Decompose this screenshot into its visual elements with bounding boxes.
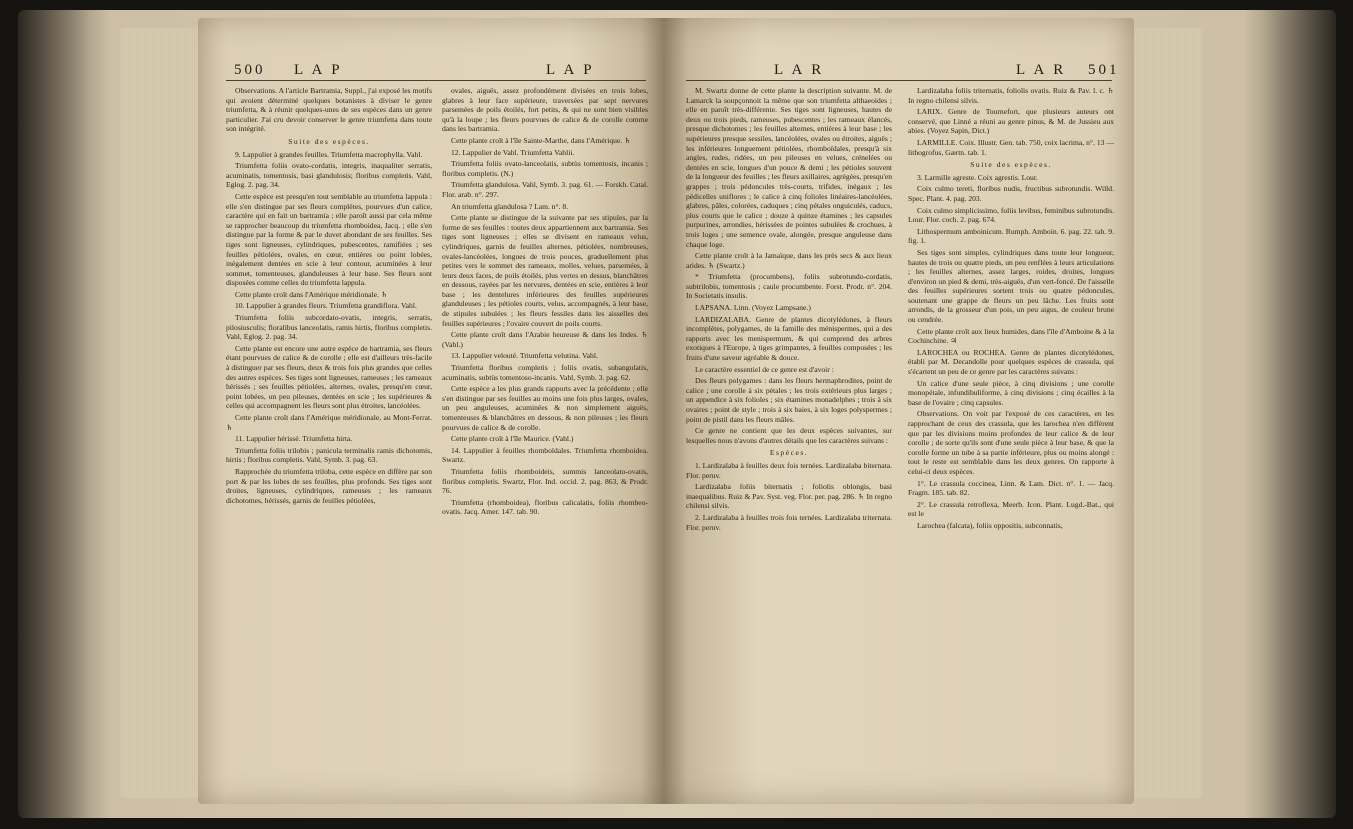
left-running-head-2: L A P bbox=[546, 62, 595, 78]
left-page-column-1 bbox=[226, 86, 432, 507]
paragraph: 1. Lardizalaba à feuilles deux fois ternées. Lardizalaba biternata. Flor. peruv. bbox=[686, 460, 892, 480]
paragraph: Observations. A l'article Bartramia, Suppl., j'ai exposé les motifs qui avoient déterminé quelques botanistes à diviser le genre triumfetta, & à réunir quelques-unes de ses espèces dans un genre particulier. J'ai cru devoir conserver le genre triumfetta dans toute son intégrité. bbox=[226, 86, 432, 134]
paragraph: Triumfetta floribus completis ; foliis ovatis, subangulatis, acuminatis, subtùs tomentoso-incanis. Vahl, Symb. 3. pag. 62. bbox=[442, 363, 648, 382]
paragraph: Suite des espèces. bbox=[970, 160, 1052, 170]
right-running-head-2: L A R bbox=[1016, 62, 1067, 78]
right-running-head-1: L A R bbox=[774, 62, 825, 78]
paragraph: LAPSANA. Linn. (Voyez Lampsane.) bbox=[695, 303, 811, 313]
paragraph: Triumfetta (rhomboidea), floribus calicalatis, foliis rhombeo-ovatis. Jacq. Amer. 147. tab. 90. bbox=[442, 497, 648, 517]
paragraph: 13. Lappulier velouté. Triumfetta velutina. Vahl. bbox=[451, 351, 598, 361]
paragraph: Triumfetta foliis subcordato-ovatis, integris, serratis, pilosiusculis; floralibus lanceolatis, ramis hirtis, floribus completis. Vahl, Eglog. 2. pag. 34. bbox=[226, 313, 432, 342]
paragraph: Cette plante croît à la Jamaïque, dans les prés secs & aux lieux arides. ♄ (Swartz.) bbox=[686, 251, 892, 270]
left-page-edges bbox=[120, 28, 200, 798]
paragraph: Cette plante croît aux lieux humides, dans l'île d'Amboine & à la Cochinchine. ♃ bbox=[908, 326, 1114, 346]
paragraph: Lardizalaba foliis triternatis, foliolis ovatis. Ruiz & Pav. l. c. ♄ In regno chilensi silvis. bbox=[908, 86, 1114, 105]
paragraph: 12. Lappulier de Vahl. Triumfetta Vahlii. bbox=[451, 147, 575, 157]
paragraph: Observations. On voit par l'exposé de ces caractères, en les rapprochant de ceux des crassula, que les larochea n'en diffèrent que par les divisions moins profondes de leur calice & de leur corolle ; de sorte qu'ils sont d'une seule pièce à leur base, & que la corolle forme un tube à sa partie inférieure, plus ou moins alongé : tout le reste est semblable dans les deux genres. On rapporte à celui-ci deux espèces. bbox=[908, 409, 1114, 476]
paragraph: Coix culmo tereti, floribus nudis, fructibus subrotundis. Willd. Spec. Plant. 4. pag. 203. bbox=[908, 184, 1114, 203]
left-page-number: 500 bbox=[234, 62, 266, 78]
header-rule bbox=[686, 80, 1112, 81]
paragraph: 1°. Le crassula coccinea, Linn. & Lam. Dict. n°. 1. — Jacq. Fragm. 185. tab. 82. bbox=[908, 478, 1114, 498]
paragraph: Triumfetta foliis ovato-lanceolatis, subtùs tomentosis, incanis ; floribus completis. (N.) bbox=[442, 159, 648, 178]
paragraph: * Triumfetta (procumbens), foliis subrotundo-cordatis, subtrilobis, tomentosis ; caule procumbente. Forst. Prodr. n°. 204. In Societatis insulis. bbox=[686, 272, 892, 301]
paragraph: Cette plante croît à l'île Maurice. (Vahl.) bbox=[451, 434, 574, 444]
paragraph: An triumfetta glandulosa ? Lam. n°. 8. bbox=[451, 201, 569, 211]
paragraph: Cette plante croît dans l'Amérique méridionale. ♄ bbox=[235, 289, 388, 299]
paragraph: 14. Lappulier à feuilles rhomboïdales. Triumfetta rhomboidea. Swartz. bbox=[442, 445, 648, 465]
paragraph: 10. Lappulier à grandes fleurs. Triumfetta grandiflora. Vahl. bbox=[235, 301, 417, 311]
paragraph: Un calice d'une seule pièce, à cinq divisions ; une corolle monopétale, infundibuliforme, à cinq divisions ; cinq écailles à la base de l'ovaire ; cinq capsules. bbox=[908, 378, 1114, 407]
paragraph: Cette plante se distingue de la suivante par ses stipules, par la forme de ses feuilles : toutes deux appartiennent aux bartramia. Ses tiges sont ligneuses ; elles se divisent en rameaux velus, cylindriques, garnis de feuilles alternes, pétiolées, nombreuses, ovales-lancéolées, longues de trois pouces, graduellement plus petites vers le sommet des rameaux, molles, velues, parsemées, à leurs deux faces, de poils étoilés, plus vertes en dessus, blanchâtres en dessous, rayées par les nervures, dentées en scie, entières à leur base ; les dentelures inférieures des feuilles supérieures glanduleuses ; les pétioles courts, velus, accompagnés, à leur base, de stipules subulées ; les fleurs fessiles dans les aisselles des feuilles supérieures ; l'ovaire couvert de poils courts. bbox=[442, 213, 648, 328]
right-page bbox=[664, 18, 1134, 804]
paragraph: Coix culmo simplicissimo, foliis levibus, feminibus subrotundis. Lour. Flor. coch. 2. pag. 674. bbox=[908, 205, 1114, 225]
paragraph: 2°. Le crassula retroflexa, Meerb. Icon. Plant. Lugd.-Bat., qui est le bbox=[908, 499, 1114, 519]
paragraph: Cette plante croît dans l'Arabie heureuse & dans les Indes. ♄ (Vahl.) bbox=[442, 330, 648, 349]
paragraph: LAROCHEA ou ROCHEA. Genre de plantes dicotylédones, établi par M. Decandolle pour quelques espèces de crassula, qui s'écartent un peu de ce genre par les caractères suivans : bbox=[908, 347, 1114, 377]
paragraph: Lardizalaba foliis biternatis ; foliolis oblongis, basi inaequalibus. Ruiz & Pav. Syst. veg. Flor. per. pag. 286. ♄ In regno chilensi silvis. bbox=[686, 482, 892, 511]
left-page-column-2 bbox=[442, 86, 648, 519]
paragraph: Cette plante est encore une autre espèce de bartramia, ses fleurs étant pourvues de calice & de corolle ; elle est d'ailleurs très-facile à distinguer par ses fleurs, deux & trois fois plus grandes que celles des autres espèces. Ses tiges sont ligneuses, rameuses ; les rameaux hérissés ; ses feuilles pétiolées, alternes, ovales, presqu'en cœur, point lobées, un peu pileuses, dentées en scie ; les supérieures & celles qui accompagnent les fleurs sont plus étroites, lancéolées. bbox=[226, 343, 432, 411]
paragraph: Triumfetta foliis ovato-cordatis, integris, inaqualiter serratis, acuminatis, tomentosis, basi glandulosis; floribus completis. Vahl, Eglog. 2. pag. 34. bbox=[226, 161, 432, 190]
paragraph: LARIX. Genre de Tournefort, que plusieurs auteurs ont conservé, que Linné a réuni au genre pinus, & M. de Jussieu aux abies. (Voyez Sapin, Dict.) bbox=[908, 107, 1114, 136]
paragraph: Des fleurs polygames : dans les fleurs hermaphrodites, point de calice ; une corolle à six pétales ; les trois extérieurs plus larges ; un appendice à six folioles ; six étamines monadelphes ; trois à six ovaires ; point de style ; trois à six baies, à six loges polyspermes ; point de pistil dans les fleurs mâles. bbox=[686, 376, 892, 424]
paragraph: Espèces. bbox=[769, 448, 809, 458]
paragraph: Ses tiges sont simples, cylindriques dans toute leur longueur, hautes de trois ou quatre pieds, un peu renflées à leurs articulations ; les feuilles alternes, assez larges, roides, droites, longues d'environ un pied & demi, très-aiguës, d'un vert-foncé. De l'aisselle des feuilles supérieures sortent trois ou quatre pédoncules, soutenant une grappe de fleurs un peu lâche. Les fruits sont arrondis, de la grosseur d'un pois, un peu aigus, de couleur brune ou cendrée. bbox=[908, 247, 1114, 325]
paragraph: Triumfetta glandulosa. Vahl, Symb. 3. pag. 61. — Forskh. Catal. Flor. arab. n°. 297. bbox=[442, 180, 648, 199]
right-page-edges bbox=[1132, 28, 1202, 798]
right-page-column-2 bbox=[908, 86, 1114, 533]
paragraph: ovales, aiguës, assez profondément divisées en trois lobes, glabres à leur face supérieure, traversées par sept nervures parsemées de poils étoilés, fort petits, & qui ne sont bien visibles qu'à la loupe ; les fleurs pourvues de calice & de corolle comme dans les bartramia. bbox=[442, 86, 648, 134]
paragraph: 3. Larmille agreste. Coix agrestis. Lour. bbox=[917, 172, 1038, 182]
paragraph: 2. Lardizalaba à feuilles trois fois ternées. Lardizalaba triternata. Flor. peruv. bbox=[686, 512, 892, 532]
left-page bbox=[198, 18, 664, 804]
paragraph: Larochea (falcata), foliis oppositis, subconnatis, bbox=[917, 520, 1063, 530]
paragraph: Cette plante croît à l'île Sainte-Marthe, dans l'Amérique. ♄ bbox=[451, 135, 631, 145]
paragraph: Ce genre ne contient que les deux espèces suivantes, sur lesquelles nous n'avons d'autres détails que les caractères suivans : bbox=[686, 426, 892, 445]
paragraph: 11. Lappulier hérissé. Triumfetta hirta. bbox=[235, 434, 353, 444]
right-page-number: 501 bbox=[1088, 62, 1120, 78]
paragraph: Rapprochée du triumfetta triloba, cette espèce en diffère par son port & par les lobes de ses feuilles, plus profonds. Ses tiges sont droites, ligneuses, cylindriques, rameuses ; les rameaux dichotomes, hérissés, garnis de feuilles pétiolées, bbox=[226, 466, 432, 505]
paragraph: LARMILLE. Coix. Illustr. Gen. tab. 750, coix lacrima, n°. 13 — lithogrofus, Gærtn. tab. 1. bbox=[908, 137, 1114, 157]
paragraph: Cette espèce a les plus grands rapports avec la précédente ; elle s'en distingue par ses feuilles au moins une fois plus larges, ovales, un peu anguleuses, acuminées & non simplement aiguës, tomenteuses & blanchâtres en dessous, & non pileuses ; les fleurs pourvues de calice & de corolle. bbox=[442, 384, 648, 432]
paragraph: Cette plante croît dans l'Amérique méridionale, au Mont-Ferrat. ♄ bbox=[226, 413, 432, 432]
paragraph: Triumfetta foliis rhomboideis, summis lanceolato-ovatis, floribus completis. Swartz, Flor. Ind. occid. 2. pag. 863, & Prodr. 76. bbox=[442, 466, 648, 496]
header-rule bbox=[226, 80, 646, 81]
paragraph: M. Swartz donne de cette plante la description suivante. M. de Lamarck la soupçonnoit la même que son triumfetta althaeoides ; elle en paroît très-différente. Ses tiges sont ligneuses, hautes de deux ou trois pieds, rameuses, pubescentes ; les rameaux élancés, presque dichotomes ; les feuilles alternes, entières à leur base ; les supérieures presque sessiles, lancéolées, ovales ou étroites, aiguës ; les inférieures longuement pétiolées, rhomboïdales, presqu'à six angles, rudes, ridées, un peu pileuses en velues, crénelées ou dentées en scie, longues d'un pouce & demi ; les pétioles souvent de la longueur des feuilles ; les fleurs axillaires, agrégées, presqu'en grappes ; trois pédoncules très-courts, trifides, inégaux ; les pédicelles uniflores ; le calice à cinq folioles linéaires-lancéolées, glabres, pâles, colorées, caduques ; cinq pétales onguiculés, caducs, plus courts que le calice ; douze à quinze étamines ; les capsules purpurines, arrondies, hérissées de pointes subulées & crochues, à trois loges ; une semence ovale, alongée, presque anguleuse dans chaque loge. bbox=[686, 86, 892, 249]
paragraph: Triumfetta foliis trilobis ; panicula terminalis ramis dichotomis, hirtis ; floribus completis. Vahl, Symb. 3. pag. 63. bbox=[226, 445, 432, 465]
left-running-head-1: L A P bbox=[294, 62, 343, 78]
right-page-column-1 bbox=[686, 86, 892, 534]
paragraph: LARDIZALABA. Genre de plantes dicotylédones, à fleurs incomplètes, polygames, de la famille des ménispermes, qui a des rapports avec les menispermum, & qui comprend des arbres exotiques à l'Europe, à tiges grimpantes, à feuilles composées ; les fruits d'une saveur agréable & douce. bbox=[686, 314, 892, 363]
paragraph: 9. Lappulier à grandes feuilles. Triumfetta macrophylla. Vahl. bbox=[235, 149, 423, 159]
paragraph: Le caractère essentiel de ce genre est d'avoir : bbox=[695, 364, 834, 374]
paragraph: Suite des espèces. bbox=[288, 136, 370, 146]
paragraph: Lithospermum amboinicum. Rumph. Amboin. 6. pag. 22. tab. 9. fig. 1. bbox=[908, 226, 1114, 246]
paragraph: Cette espèce est presqu'en tout semblable au triumfetta lappula : elle s'en distingue par ses fleurs complètes, pourvues d'un calice, caractère qui en fait un bartramia ; elle paroît aussi par cela même se rapprocher beaucoup du triumfetta rhomboidea, Jacq. ; elle s'en distingue par la forme & par le duvet abondant de ses feuilles. Ses tiges sont ligneuses, cylindriques, pubescentes, ramifiées ; ses feuilles pétiolées, ovales, en cœur, entières ou point lobées, inégalement dentées en scie à leur contour, acuminées à leur sommet, tomenteuses, glanduleuses à leur base. Ses fleurs sont disposées comme celles du triumfetta lappula. bbox=[226, 191, 432, 288]
